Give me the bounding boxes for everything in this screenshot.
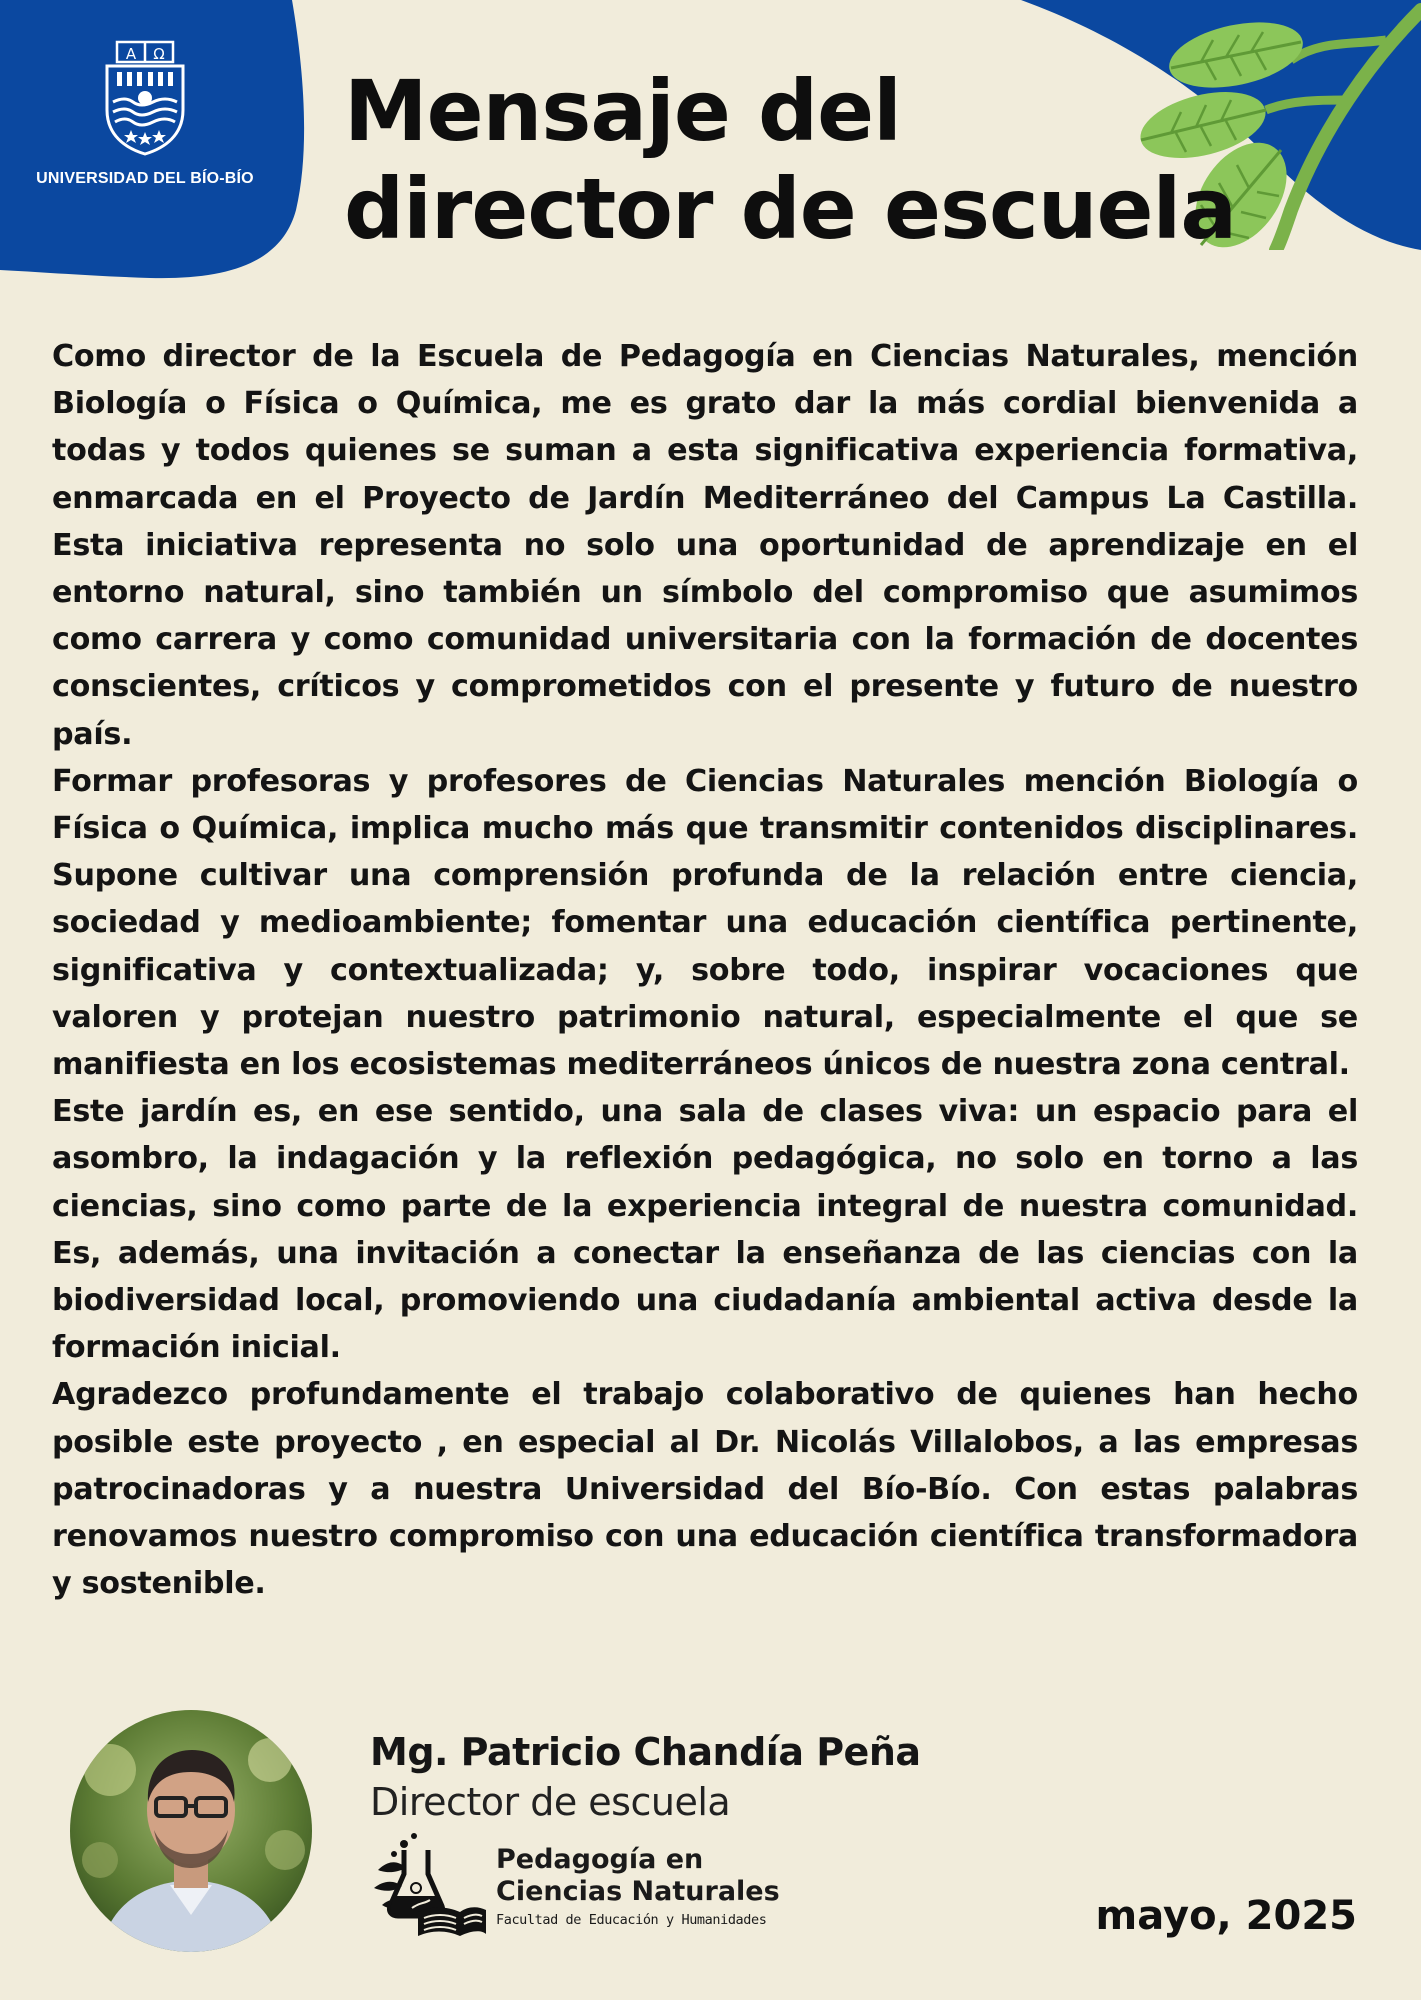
page-title-line1: Mensaje del	[344, 62, 901, 160]
director-photo	[70, 1710, 312, 1952]
faculty-flask-book-icon	[368, 1830, 488, 1940]
page-title-line2: director de escuela	[344, 160, 1236, 258]
paragraph: Este jardín es, en ese sentido, una sala de clases viva: un espacio para el asombro, la indagación y la reflexión pedagógica, no solo en torno a las ciencias, sino como parte de la experiencia integral de nuestra comunidad. Es, además, una invitación a conectar la enseñanza de las ciencias con la biodiversidad local, promoviendo una ciudadanía ambiental activa desde la formación inicial.	[52, 1094, 1358, 1366]
faculty-logo-line1: Pedagogía en	[496, 1844, 704, 1875]
page-title	[344, 62, 1244, 258]
signature-name: Mg. Patricio Chandía Peña	[370, 1730, 921, 1774]
faculty-logo-line3: Facultad de Educación y Humanidades	[496, 1912, 767, 1928]
university-name: UNIVERSIDAD DEL BÍO-BÍO	[36, 170, 254, 187]
university-logo	[20, 40, 270, 188]
paragraph: Formar profesoras y profesores de Ciencias Naturales mención Biología o Física o Química, implica mucho más que transmitir contenidos disciplinares. Supone cultivar una comprensión profunda de la relación entre ciencia, sociedad y medioambiente; fomentar una educación científica pertinente, significativa y contextualizada; y, sobre todo, inspirar vocaciones que valoren y protejan nuestro patrimonio natural, especialmente el que se manifiesta en los ecosistemas mediterráneos únicos de nuestra zona central.	[52, 763, 1358, 1083]
svg-text:A: A	[125, 45, 137, 63]
faculty-logo	[368, 1830, 788, 1940]
svg-text:Ω: Ω	[153, 45, 165, 63]
document-date: mayo, 2025	[1095, 1893, 1357, 1939]
paragraph: Agradezco profundamente el trabajo colaborativo de quienes han hecho posible este proyecto , en especial al Dr. Nicolás Villalobos, a las empresas patrocinadoras y a nuestra Universidad del Bío-Bío. Con estas palabras renovamos nuestro compromiso con una educación científica transformadora y sostenible.	[52, 1377, 1358, 1602]
message-body	[52, 333, 1358, 1607]
faculty-logo-line2: Ciencias Naturales	[496, 1876, 780, 1907]
university-crest-icon	[103, 40, 187, 156]
signature-role: Director de escuela	[370, 1780, 731, 1824]
paragraph: Como director de la Escuela de Pedagogía en Ciencias Naturales, mención Biología o Física o Química, me es grato dar la más cordial bienvenida a todas y todos quienes se suman a esta significativa experiencia formativa, enmarcada en el Proyecto de Jardín Mediterráneo del Campus La Castilla. Esta iniciativa representa no solo una oportunidad de aprendizaje en el entorno natural, sino también un símbolo del compromiso que asumimos como carrera y como comunidad universitaria con la formación de docentes conscientes, críticos y comprometidos con el presente y futuro de nuestro país.	[52, 339, 1358, 752]
